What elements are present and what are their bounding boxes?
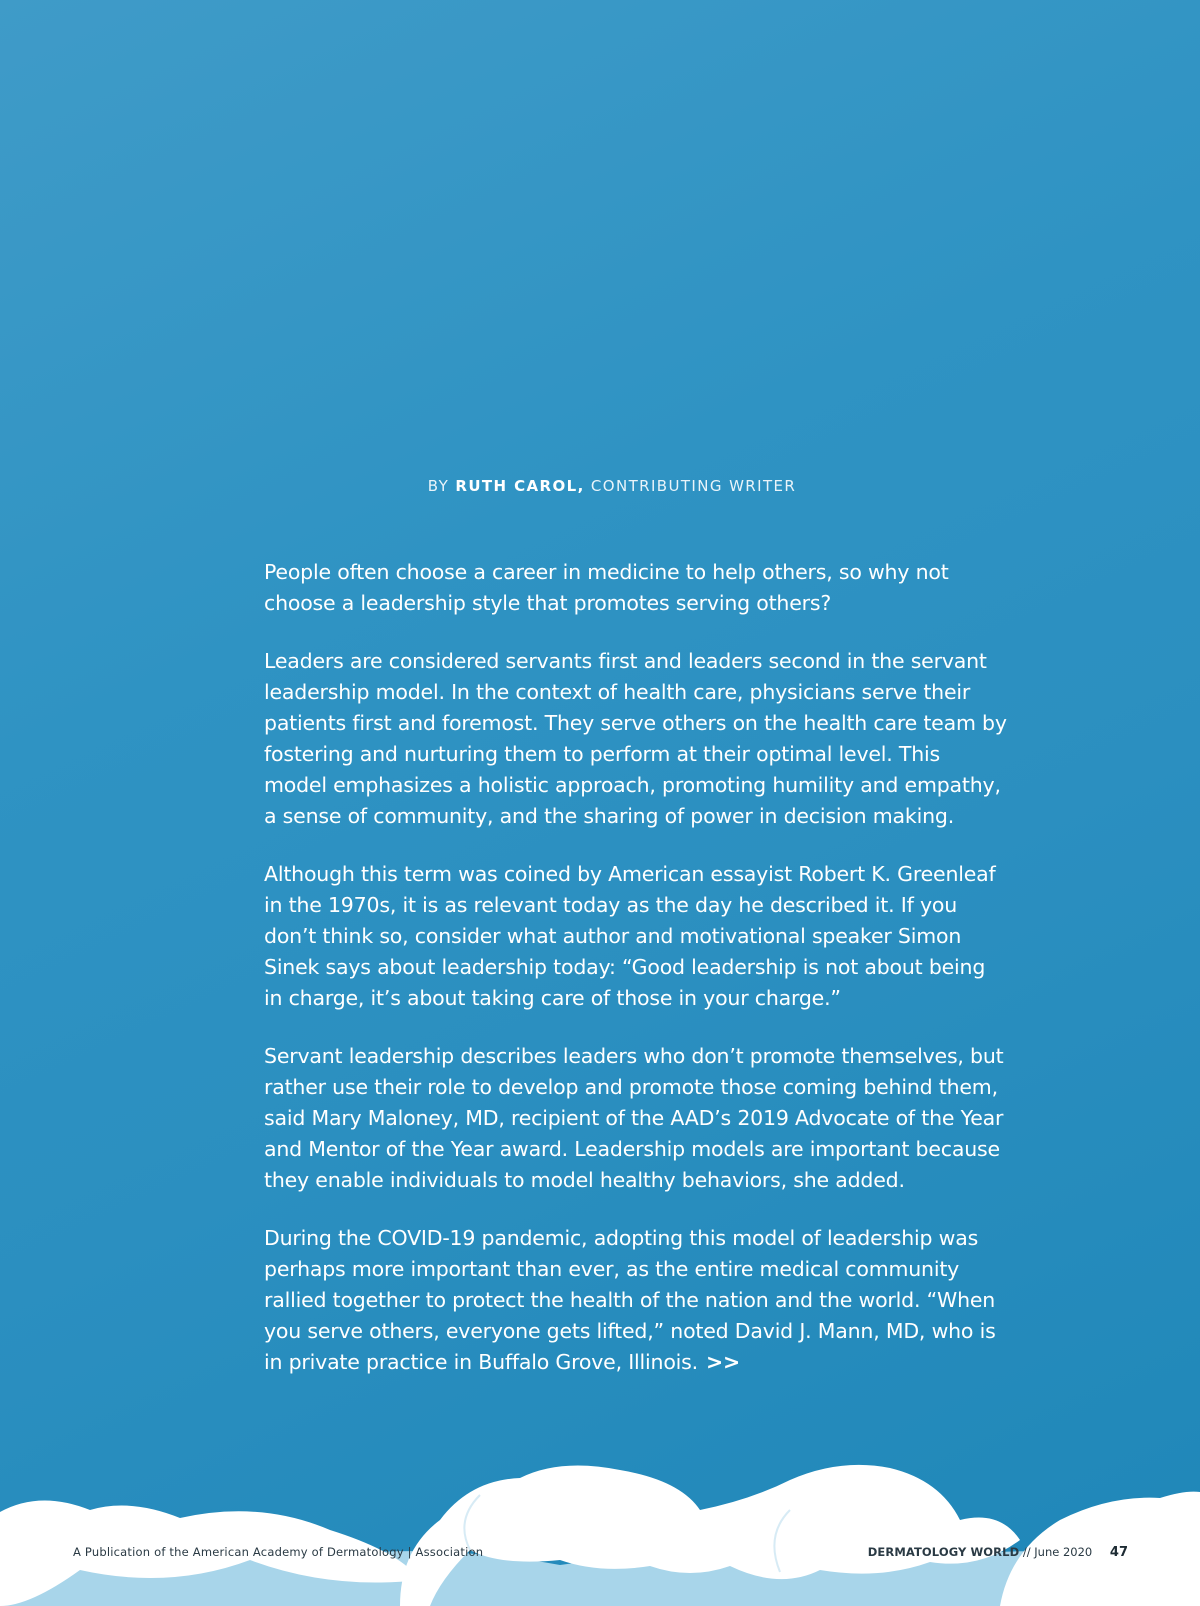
footer-issue <box>868 1545 1128 1560</box>
continue-arrow[interactable]: >> <box>705 1350 740 1374</box>
footer-publication: A Publication of the American Academy of Dermatology | Association <box>73 1545 484 1559</box>
byline-role: CONTRIBUTING WRITER <box>590 477 797 495</box>
byline <box>0 476 1200 496</box>
article-paragraph-2: Leaders are considered servants first and leaders second in the servant leadership model. In the context of health care, physicians serve their patients first and foremost. They serve others on the health care team by fostering and nurturing them to perform at their optimal level. This model emphasizes a holistic approach, promoting humility and empathy, a sense of community, and the sharing of power in decision making. <box>264 649 1007 828</box>
article-paragraph-1: People often choose a career in medicine to help others, so why not choose a leadership style that promotes serving others? <box>264 560 949 615</box>
clouds-illustration <box>0 1440 1200 1606</box>
byline-prefix: BY <box>427 477 450 495</box>
footer-issue-date: // June 2020 <box>1022 1545 1093 1559</box>
page-number: 47 <box>1109 1545 1128 1560</box>
byline-author: RUTH CAROL, <box>455 477 585 495</box>
article-paragraph-3: Although this term was coined by American essayist Robert K. Greenleaf in the 1970s, it is as relevant today as the day he described it. If you don’t think so, consider what author and motivational speaker Simon Sinek says about leadership today: “Good leadership is not about being in charge, it’s about taking care of those in your charge.” <box>264 862 996 1010</box>
footer-magazine-name: DERMATOLOGY WORLD <box>867 1545 1020 1559</box>
article-paragraph-5: During the COVID-19 pandemic, adopting this model of leadership was perhaps more important than ever, as the entire medical community rallied together to protect the health of the nation and the world. “When you serve others, everyone gets lifted,” noted David J. Mann, MD, who is in private practice in Buffalo Grove, Illinois. <box>264 1226 996 1374</box>
article-paragraph-4: Servant leadership describes leaders who don’t promote themselves, but rather use their role to develop and promote those coming behind them, said Mary Maloney, MD, recipient of the AAD’s 2019 Advocate of the Year and Mentor of the Year award. Leadership models are important because they enable individuals to model healthy behaviors, she added. <box>264 1044 1004 1192</box>
article-paragraph-5-container <box>264 1223 1009 1378</box>
article-body <box>264 557 1009 1405</box>
